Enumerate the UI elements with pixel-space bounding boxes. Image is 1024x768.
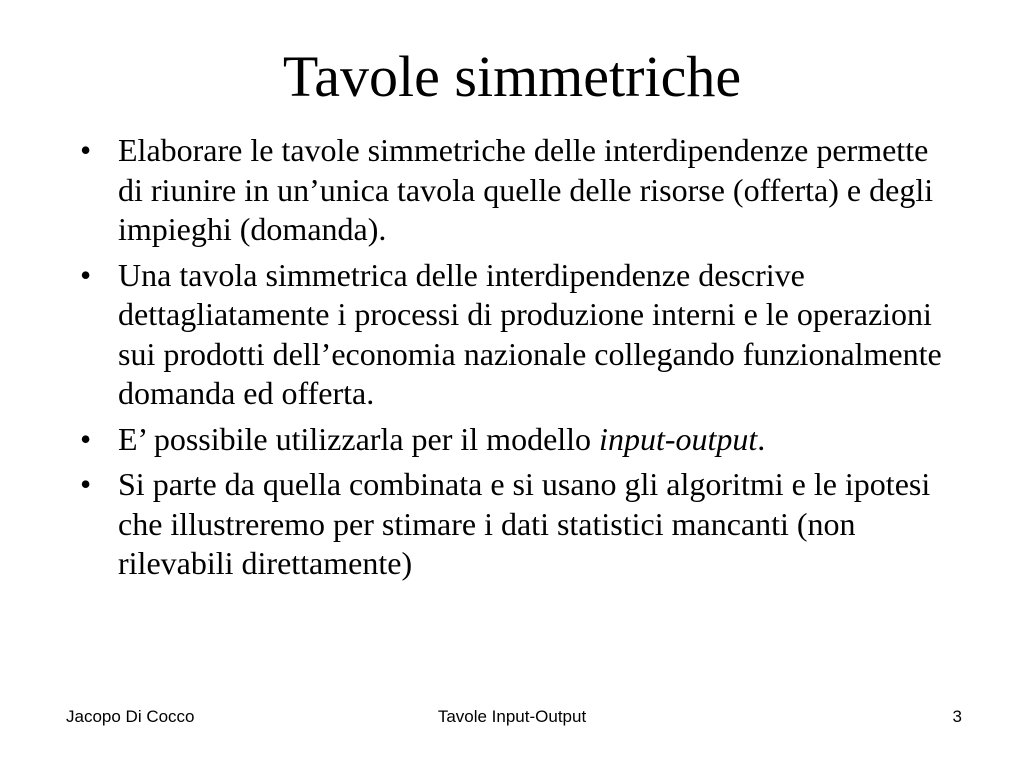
bullet-item [80,131,960,250]
footer-page-number: 3 [952,707,962,726]
footer-author: Jacopo Di Cocco [66,707,195,726]
footer-topic: Tavole Input-Output [437,707,587,726]
bullet-text: Una tavola simmetrica delle interdipendenze descrive dettagliatamente i processi di produzione interni e le operazioni sui prodotti dell’economia nazionale collegando funzionalmente domanda ed offerta. [118,256,942,411]
slide-title: Tavole simmetriche [282,44,742,109]
bullet-text: Si parte da quella combinata e si usano gli algoritmi e le ipotesi che illustreremo per stimare i dati statistici mancanti (non rilevabili direttamente) [118,466,931,581]
bullet-item [80,420,960,460]
bullet-text-plain: E’ possibile utilizzarla per il modello [118,420,600,457]
bullet-dot-icon: • [80,132,92,168]
bullet-item [80,465,960,584]
bullet-text [118,420,960,460]
bullet-text-period: . [757,420,766,457]
bullet-text: Elaborare le tavole simmetriche delle interdipendenze permette di riunire in un’unica tavola quelle delle risorse (offerta) e degli impieghi (domanda). [118,132,934,247]
bullet-text-italic: input-output [599,420,758,457]
bullet-dot-icon: • [80,256,92,293]
bullet-item [80,256,960,414]
bullet-dot-icon: • [80,466,92,502]
bullet-list [80,131,960,590]
bullet-dot-icon: • [80,420,92,457]
